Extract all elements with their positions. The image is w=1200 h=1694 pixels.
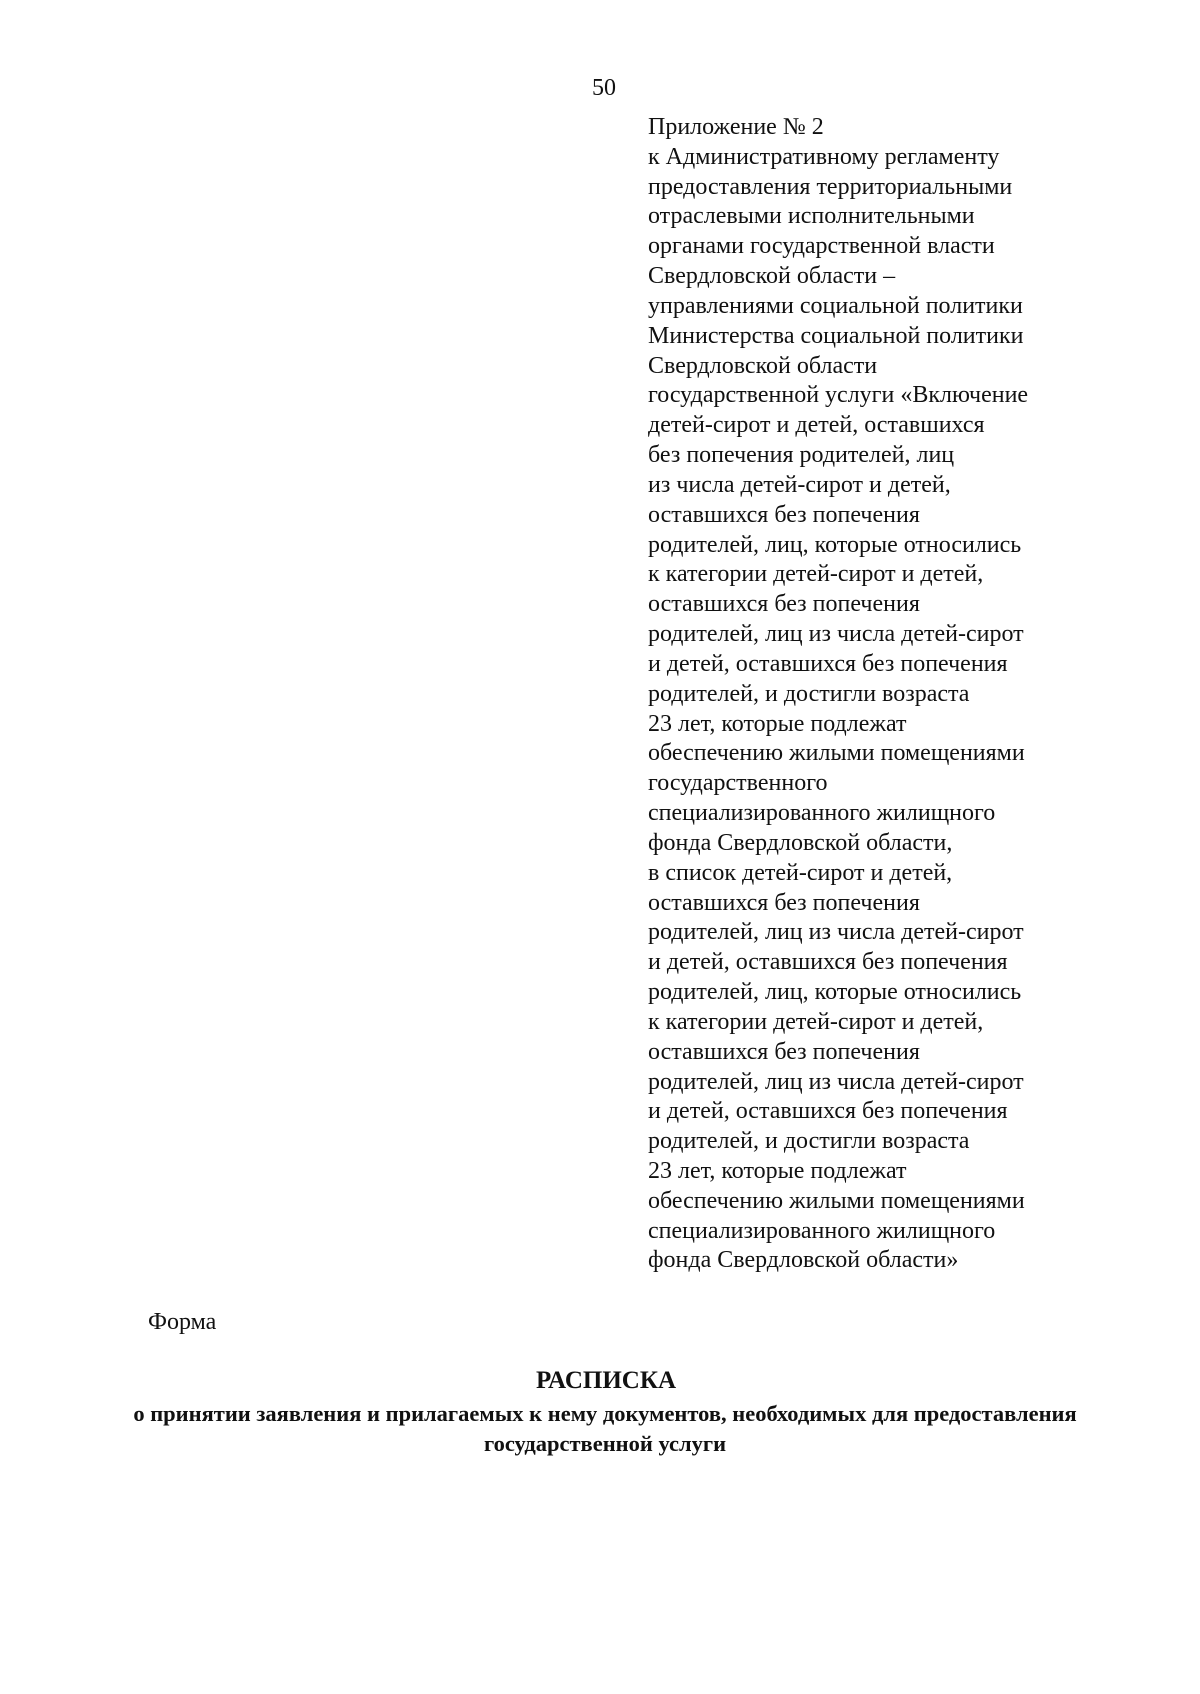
appendix-line: из числа детей-сирот и детей, <box>648 471 951 498</box>
form-label: Форма <box>148 1309 217 1335</box>
appendix-line: отраслевыми исполнительными <box>648 203 975 230</box>
appendix-line: детей-сирот и детей, оставшихся <box>648 412 985 439</box>
appendix-line: родителей, лиц, которые относились <box>648 979 1022 1006</box>
appendix-line: Приложение № 2 <box>648 114 824 140</box>
document-subtitle: о принятии заявления и прилагаемых к нему документов, необходимых для предоставления государственной услуги <box>133 1401 1077 1456</box>
appendix-line: обеспечению жилыми помещениями <box>648 740 1025 767</box>
appendix-line: Свердловской области <box>648 352 878 379</box>
appendix-line: и детей, оставшихся без попечения <box>648 949 1008 976</box>
appendix-line: оставшихся без попечения <box>648 1038 920 1065</box>
page-number: 50 <box>592 75 616 101</box>
appendix-line: органами государственной власти <box>648 233 995 260</box>
appendix-header <box>648 113 1028 1276</box>
appendix-line: специализированного жилищного <box>648 800 996 827</box>
appendix-line: специализированного жилищного <box>648 1217 996 1244</box>
appendix-line: Свердловской области – <box>648 263 896 290</box>
appendix-line: родителей, лиц, которые относились <box>648 531 1022 558</box>
appendix-line: предоставления территориальными <box>648 173 1013 200</box>
appendix-line: оставшихся без попечения <box>648 501 920 528</box>
appendix-line: и детей, оставшихся без попечения <box>648 1098 1008 1125</box>
appendix-line: оставшихся без попечения <box>648 889 920 916</box>
appendix-line: обеспечению жилыми помещениями <box>648 1187 1025 1214</box>
appendix-line: фонда Свердловской области» <box>648 1247 959 1274</box>
appendix-line: родителей, и достигли возраста <box>648 1128 970 1155</box>
appendix-line: 23 лет, которые подлежат <box>648 1157 907 1184</box>
appendix-line: в список детей-сирот и детей, <box>648 859 953 886</box>
appendix-line: фонда Свердловской области, <box>648 829 953 856</box>
appendix-line: и детей, оставшихся без попечения <box>648 650 1008 677</box>
appendix-line: Министерства социальной политики <box>648 322 1024 349</box>
appendix-line: оставшихся без попечения <box>648 591 920 618</box>
appendix-line: родителей, лиц из числа детей-сирот <box>648 621 1024 648</box>
appendix-line: государственной услуги «Включение <box>648 382 1029 409</box>
appendix-line: к категории детей-сирот и детей, <box>648 561 984 588</box>
appendix-line: 23 лет, которые подлежат <box>648 710 907 737</box>
appendix-line: родителей, лиц из числа детей-сирот <box>648 1068 1024 1095</box>
appendix-line: управлениями социальной политики <box>648 292 1023 319</box>
appendix-line: родителей, лиц из числа детей-сирот <box>648 919 1024 946</box>
appendix-line: государственного <box>648 770 828 797</box>
appendix-line: родителей, и достигли возраста <box>648 680 970 707</box>
document-title: РАСПИСКА <box>535 1367 677 1394</box>
appendix-line: к категории детей-сирот и детей, <box>648 1008 984 1035</box>
appendix-line: к Административному регламенту <box>648 143 1000 170</box>
appendix-line: без попечения родителей, лиц <box>648 442 955 469</box>
